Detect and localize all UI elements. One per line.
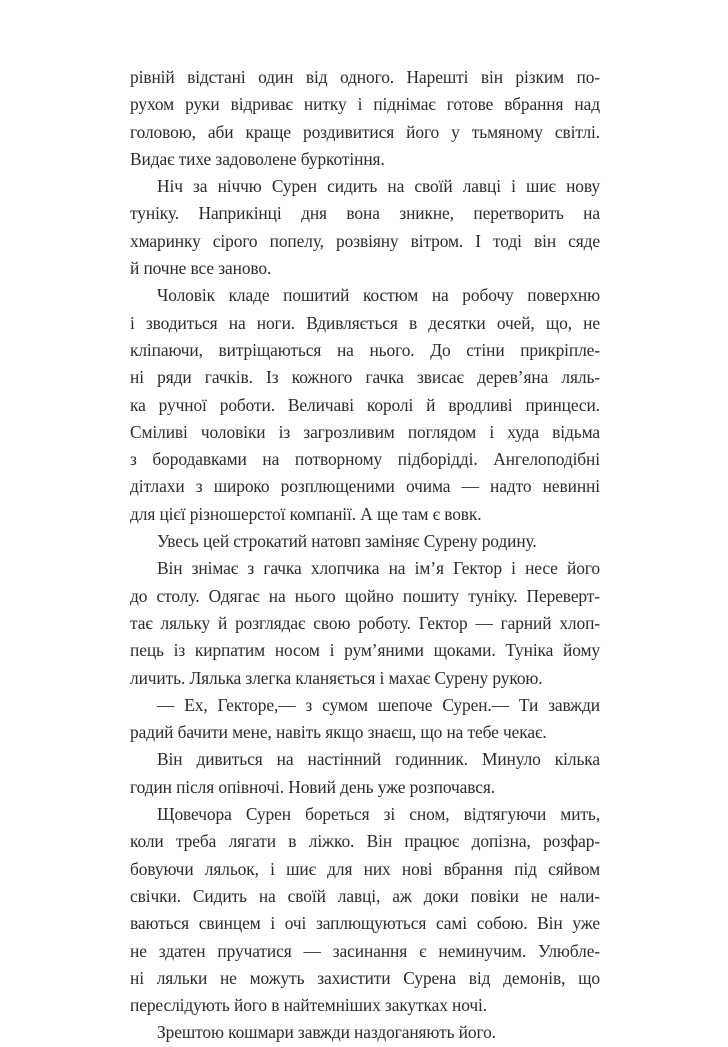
text-line: туніку. Наприкінці дня вона зникне, перетворить на — [130, 203, 600, 224]
text-line: Він знімає з гачка хлопчика на ім’я Гектор і несе його — [157, 558, 600, 579]
text-line: свічки. Сидить на своїй лавці, аж доки повіки не нали- — [130, 885, 600, 906]
paragraph — [130, 173, 600, 282]
book-page — [130, 64, 600, 1047]
text-line: кліпаючи, витріщаються на нього. До стіни прикріпле- — [130, 339, 600, 360]
text-line: ка ручної роботи. Величаві королі й вродливі принцеси. — [130, 394, 600, 415]
text-line: бовуючи ляльок, і шиє для них нові вбрання під сяйвом — [130, 858, 600, 879]
text-line: Видає тихе задоволене буркотіння. — [130, 148, 385, 169]
text-line: й почне все заново. — [130, 258, 272, 279]
text-line: Чоловік кладе пошитий костюм на робочу поверхню — [157, 285, 600, 306]
paragraph — [130, 1019, 600, 1046]
text-line: до столу. Одягає на нього щойно пошиту туніку. Переверт- — [130, 585, 600, 606]
text-line: ваються свинцем і очі заплющуються самі собою. Він уже — [130, 913, 600, 934]
text-line: Щовечора Сурен бореться зі сном, відтягуючи мить, — [157, 804, 600, 825]
paragraph — [130, 801, 600, 1019]
paragraph — [130, 692, 600, 747]
text-line: рівній відстані один від одного. Нарешті він різким по- — [130, 67, 600, 87]
text-line: пець із кирпатим носом і рум’яними щоками. Туніка йому — [130, 640, 600, 661]
text-line: головою, аби краще роздивитися його у тьмяному світлі. — [130, 121, 600, 142]
text-line: Сміливі чоловіки із загрозливим поглядом і худа відьма — [130, 421, 600, 442]
text-line: переслідують його в найтемніших закутках ночі. — [130, 995, 488, 1016]
paragraph — [130, 282, 600, 528]
text-line: тає ляльку й розглядає свою роботу. Гектор — гарний хлоп- — [130, 612, 600, 633]
text-line: — Ех, Гекторе,— з сумом шепоче Сурен.— Ти завжди — [157, 694, 600, 715]
text-line: ні ряди гачків. Із кожного гачка звисає дерев’яна ляль- — [130, 367, 600, 388]
text-line: хмаринку сірого попелу, розвіяну вітром. І тоді він сяде — [130, 230, 600, 251]
text-line: дітлахи з широко розплющеними очима — надто невинні — [130, 476, 600, 497]
text-line: Ніч за ніччю Сурен сидить на своїй лавці і шиє нову — [157, 176, 600, 197]
text-line: і зводиться на ноги. Вдивляється в десятки очей, що, не — [130, 312, 600, 333]
text-line: годин після опівночі. Новий день уже розпочався. — [130, 776, 496, 797]
text-line: радий бачити мене, навіть якщо знаєш, що на тебе чекає. — [130, 722, 547, 743]
paragraph — [130, 555, 600, 691]
text-line: Зрештою кошмари завжди наздоганяють його. — [157, 1022, 496, 1043]
text-line: Він дивиться на настінний годинник. Минуло кілька — [157, 749, 600, 770]
paragraph — [130, 64, 600, 173]
paragraph — [130, 746, 600, 801]
text-line: не здатен пручатися — засинання є неминучим. Улюбле- — [130, 940, 600, 961]
text-line: ні ляльки не можуть захистити Сурена від демонів, що — [130, 967, 600, 988]
text-line: коли треба лягати в ліжко. Він працює допізна, розфар- — [130, 831, 600, 852]
text-line: рухом руки відриває нитку і піднімає готове вбрання над — [130, 94, 600, 115]
paragraph — [130, 528, 600, 555]
text-line: з бородавками на потворному підборідді. Ангелоподібні — [130, 449, 600, 470]
text-line: Увесь цей строкатий натовп заміняє Сурену родину. — [157, 531, 537, 552]
text-line: для цієї різношерстої компанії. А ще там є вовк. — [130, 503, 482, 524]
text-line: личить. Лялька злегка кланяється і махає Сурену рукою. — [130, 667, 543, 688]
